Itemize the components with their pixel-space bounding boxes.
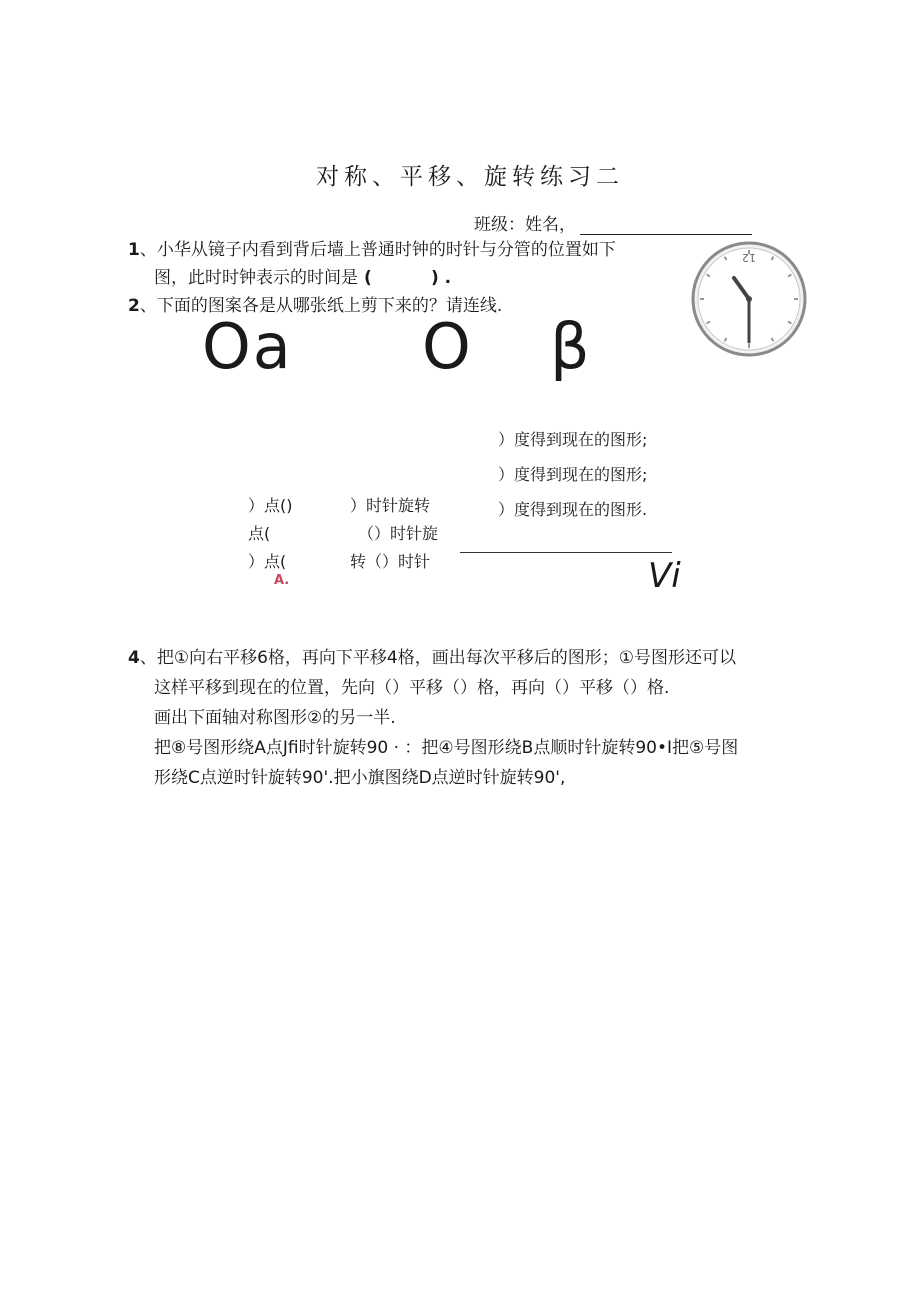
- left-line-2: 点(: [248, 524, 271, 543]
- q1-line2: [154, 266, 451, 290]
- left-line-3: ）点(: [248, 552, 287, 571]
- right-line-3: ）度得到现在的图形.: [498, 500, 648, 519]
- q4-text-line1: 、把①向右平移6格，再向下平移4格，画出每次平移后的图形；①号图形还可以: [139, 648, 736, 668]
- mid-line-1: ）时针旋转: [350, 496, 431, 515]
- shape-oa: Oa: [202, 310, 293, 383]
- q2-number: 2: [128, 296, 140, 316]
- q4-line2: 这样平移到现在的位置，先向（）平移（）格，再向（）平移（）格.: [154, 678, 670, 698]
- page-title: 对称、平移、旋转练习二: [316, 164, 624, 190]
- mid-line-2: （）时针旋: [358, 524, 439, 543]
- label-a: A.: [274, 573, 290, 588]
- shape-o: O: [422, 310, 473, 383]
- q1-text-line1: 、小华从镜子内看到背后墙上普通时钟的时针与分管的位置如下: [139, 240, 616, 260]
- mid-line-3: 转（）时针: [350, 552, 431, 571]
- divider-line: [460, 552, 672, 553]
- shape-beta: β: [550, 310, 592, 383]
- q4-line1: [128, 646, 736, 670]
- q4-line4: 把⑧号图形绕A点Jfi时针旋转90 · ：把④号图形绕B点顺时针旋转90•I把⑤号图: [154, 738, 739, 758]
- clock-image: [690, 240, 808, 358]
- class-name-line: [474, 210, 752, 235]
- left-line-1: ）点(): [248, 496, 293, 515]
- q1-text-line2: 图，此时时钟表示的时间是: [154, 268, 358, 288]
- right-line-2: ）度得到现在的图形;: [498, 465, 648, 484]
- clock-numeral: 12: [742, 251, 756, 264]
- q1-answer-brackets[interactable]: ( ) .: [364, 268, 452, 288]
- vi-glyph: Vi: [648, 556, 681, 596]
- q2-text: 、下面的图案各是从哪张纸上剪下来的？请连线.: [139, 296, 503, 316]
- class-name-label: 班级：姓名，: [474, 215, 576, 235]
- right-line-1: ）度得到现在的图形;: [498, 430, 648, 449]
- q1-number: 1: [128, 240, 140, 260]
- q4-line5: 形绕C点逆时针旋转90'.把小旗图绕D点逆时针旋转90',: [154, 768, 566, 788]
- q1-line1: [128, 238, 616, 262]
- q4-number: 4: [128, 648, 140, 668]
- name-blank[interactable]: [580, 217, 752, 235]
- q4-line3: 画出下面轴对称图形②的另一半.: [154, 708, 396, 728]
